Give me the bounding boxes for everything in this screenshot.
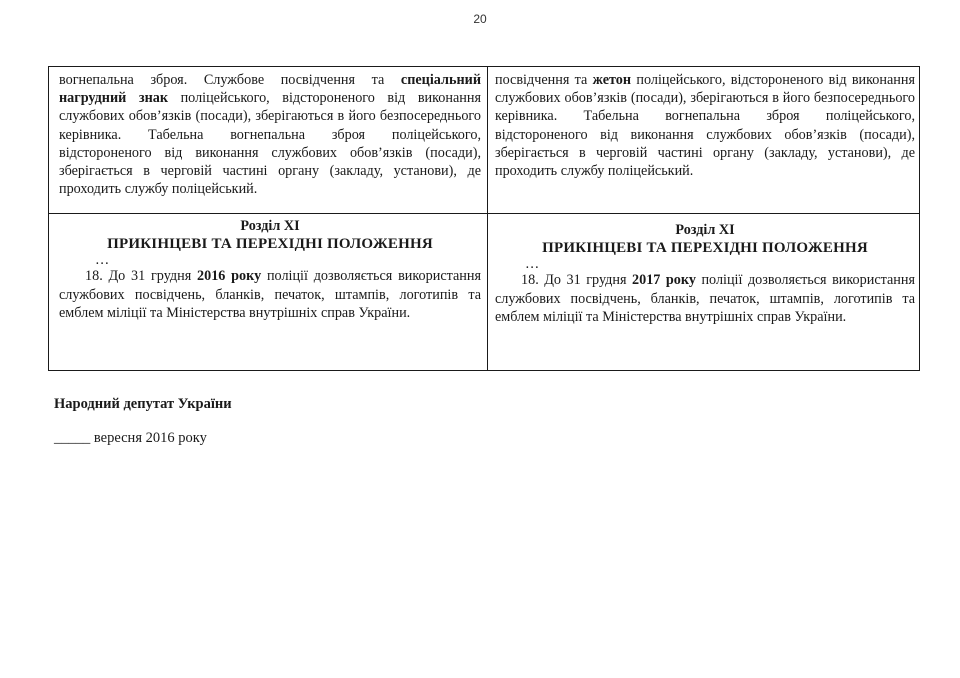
cell-current-final-provisions: [59, 217, 481, 322]
bold-year: 2016 року: [197, 268, 262, 285]
column-divider: [487, 67, 488, 370]
cell-current-text: [59, 71, 481, 198]
section-number: Розділ XI: [675, 222, 735, 238]
section-title: ПРИКІНЦЕВІ ТА ПЕРЕХІДНІ ПОЛОЖЕННЯ: [107, 236, 433, 253]
bold-year: 2017 року: [632, 272, 696, 289]
paragraph-current: вогнепальна зброя. Службове посвідчення та спеціальний нагрудний знак поліцейського, відстороненого від виконання службових обов’язків (посади), зберігаються в його безпосереднього керівника. Табельна вогнепальна зброя поліцейського, відстороненого від виконання службових обов’язків (посади), зберігається в черговій частині органу (закладу, установи), де проходить службу поліцейський.: [59, 72, 481, 198]
signature-date: _____ вересня 2016 року: [54, 430, 207, 446]
signature-title: Народний депутат України: [54, 396, 232, 412]
row-divider: [49, 213, 919, 214]
section-title: ПРИКІНЦЕВІ ТА ПЕРЕХІДНІ ПОЛОЖЕННЯ: [542, 240, 868, 257]
cell-proposed-final-provisions: [495, 221, 915, 326]
cell-proposed-text: [495, 71, 915, 180]
paragraph-18-current: 18. До 31 грудня 2016 року поліції дозволяється використання службових посвідчень, бланків, печаток, штампів, логотипів та емблем міліції та Міністерства внутрішніх справ України.: [59, 268, 481, 321]
paragraph-proposed: посвідчення та жетон поліцейського, відстороненого від виконання службових обов’язків (посади), зберігаються в його безпосереднього керівника. Табельна вогнепальна зброя поліцейського, відстороненого від виконання службових обов’язків (посади), зберігається в черговій частині органу (закладу, установи), де проходить службу поліцейський.: [495, 72, 915, 180]
section-number: Розділ XI: [240, 218, 300, 234]
bold-term: жетон: [592, 72, 632, 88]
comparison-table: [48, 66, 920, 371]
page-number: 20: [473, 12, 487, 26]
ellipsis: …: [525, 256, 540, 273]
paragraph-18-proposed: 18. До 31 грудня 2017 року поліції дозволяється використання службових посвідчень, бланків, печаток, штампів, логотипів та емблем міліції та Міністерства внутрішніх справ України.: [495, 272, 915, 325]
ellipsis: …: [95, 252, 110, 269]
bold-term: спеціальний нагрудний знак: [59, 72, 481, 107]
